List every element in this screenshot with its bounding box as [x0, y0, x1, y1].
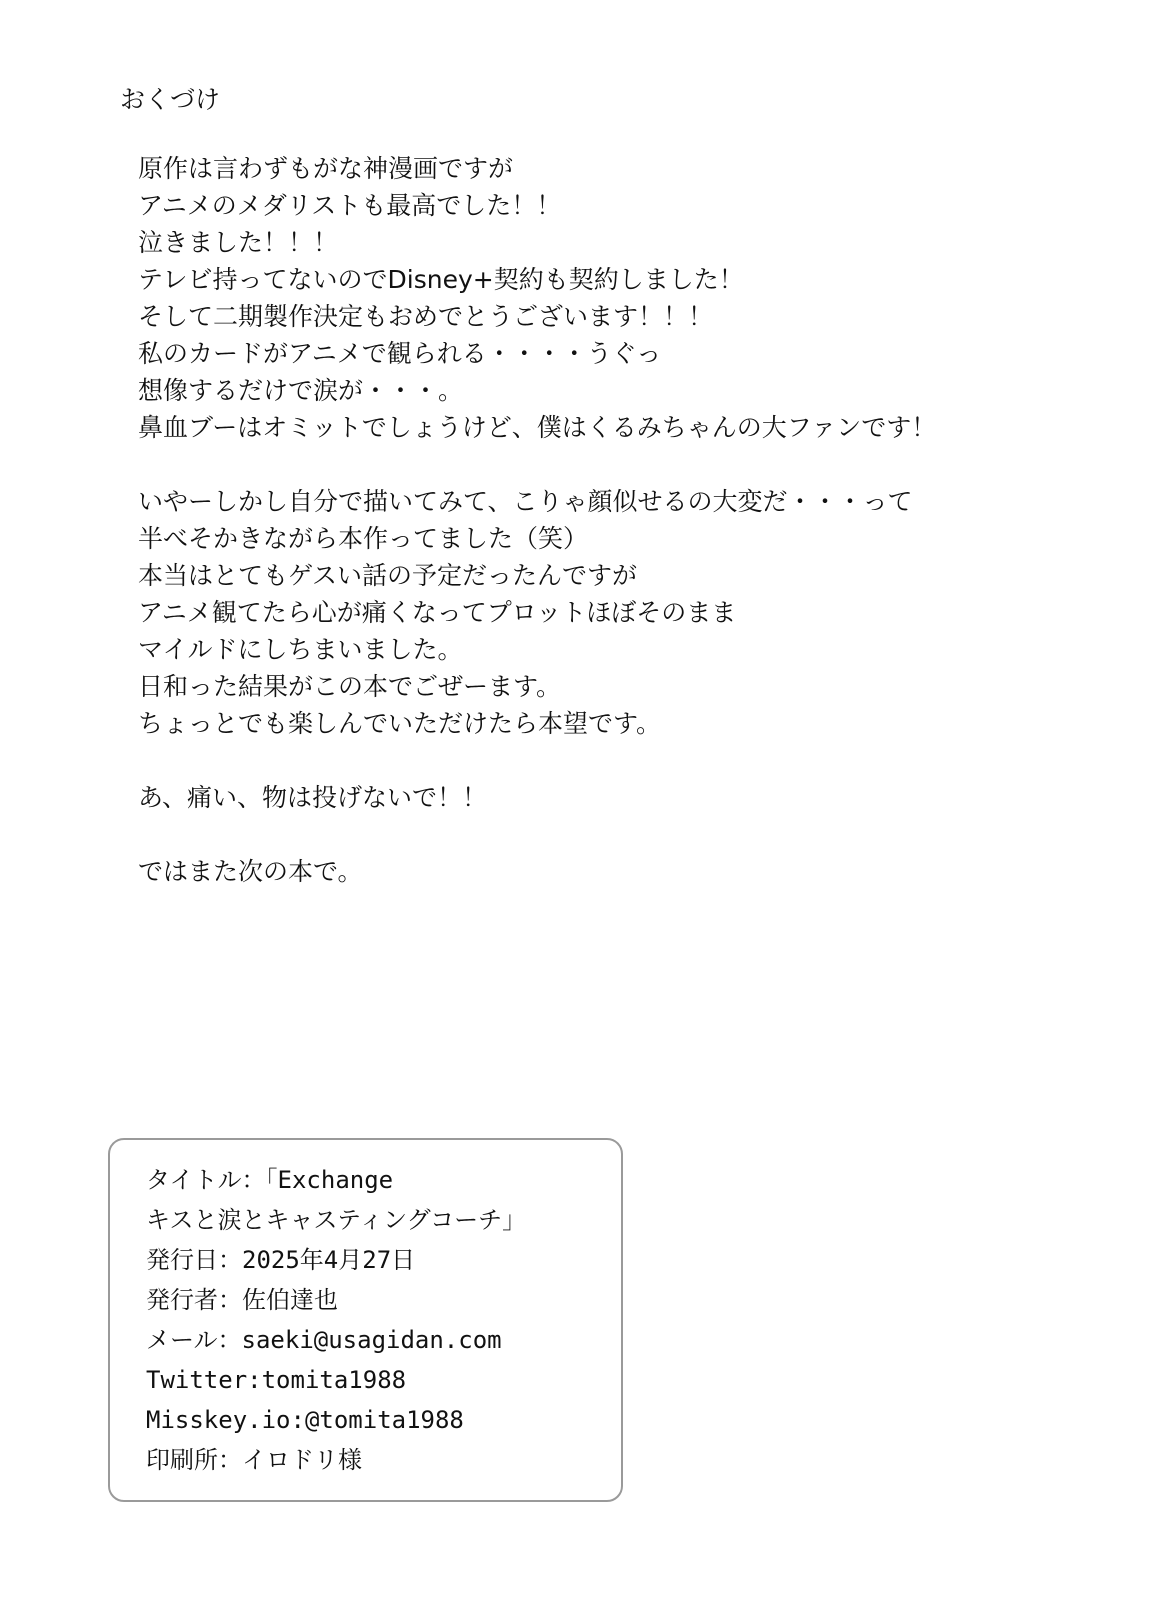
paragraph-gap [138, 446, 936, 483]
afterword-line: ちょっとでも楽しんでいただけたら本望です。 [138, 709, 662, 738]
afterword-line: いやーしかし自分で描いてみて、こりゃ顔似せるの大変だ・・・って [138, 487, 913, 516]
afterword-line: アニメ観てたら心が痛くなってプロットほぼそのまま [138, 598, 737, 627]
colophon-twitter: Twitter:tomita1988 [146, 1366, 407, 1394]
afterword-line: 鼻血ブーはオミットでしょうけど、僕はくるみちゃんの大ファンです！ [138, 413, 937, 442]
afterword-line: ではまた次の本で。 [138, 857, 363, 886]
colophon-title-line: キスと涙とキャスティングコーチ」 [146, 1206, 527, 1234]
paragraph-gap [138, 742, 936, 779]
afterword-text [138, 150, 936, 890]
colophon-lines [146, 1160, 526, 1480]
colophon-title-line: タイトル：「Exchange [146, 1166, 394, 1194]
afterword-line: あ、痛い、物は投げないで！！ [138, 783, 488, 812]
colophon-date: 発行日：2025年4月27日 [146, 1246, 416, 1274]
afterword-line: 本当はとてもゲスい話の予定だったんですが [138, 561, 638, 590]
afterword-line: 私のカードがアニメで観られる・・・・うぐっ [138, 339, 662, 368]
afterword-line: 想像するだけで涙が・・・。 [138, 376, 464, 405]
colophon-publisher: 発行者：佐伯達也 [146, 1286, 338, 1314]
afterword-line: テレビ持ってないのでDisney+契約も契約しました！ [138, 265, 744, 294]
colophon-printer: 印刷所：イロドリ様 [146, 1446, 362, 1474]
afterword-line: マイルドにしちまいました。 [138, 635, 463, 664]
paragraph-gap [138, 816, 936, 853]
afterword-line: 日和った結果がこの本でごぜーます。 [138, 672, 562, 701]
colophon-box [108, 1138, 623, 1502]
colophon-mail: メール：saeki@usagidan.com [146, 1326, 502, 1354]
afterword-line: 原作は言わずもがな神漫画ですが [138, 154, 514, 183]
afterword-line: 泣きました！！！ [138, 228, 339, 257]
afterword-line: アニメのメダリストも最高でした！！ [138, 191, 562, 220]
afterword-line: そして二期製作決定もおめでとうございます！！！ [138, 302, 714, 331]
page-heading: おくづけ [120, 85, 221, 114]
colophon-misskey: Misskey.io:@tomita1988 [146, 1406, 464, 1434]
afterword-line: 半べそかきながら本作ってました（笑） [138, 524, 589, 553]
